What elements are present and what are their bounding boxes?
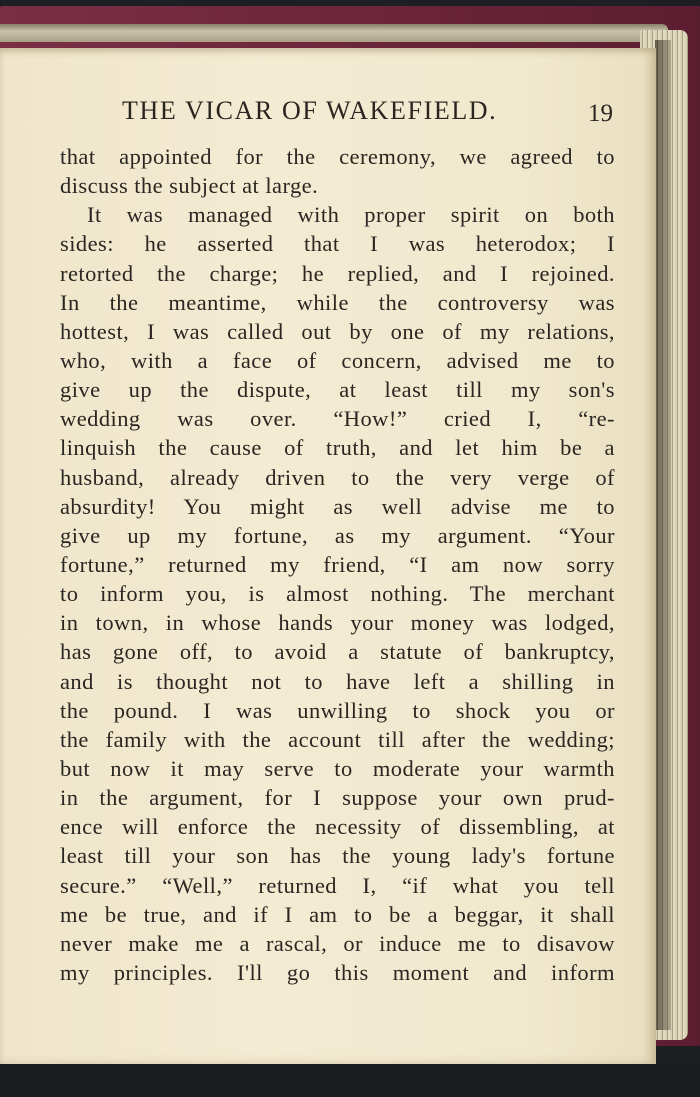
text-line: my principles. I'll go this moment and inform: [60, 959, 615, 985]
text-line: retorted the charge; he replied, and I rejoined.: [60, 260, 615, 286]
text-line: wedding was over. “How!” cried I, “re-: [60, 406, 615, 432]
text-line: in town, in whose hands your money was lodged,: [60, 610, 615, 636]
text-line: sides: he asserted that I was heterodox; I: [60, 231, 615, 257]
bottom-background: [0, 1064, 700, 1097]
text-line: and is thought not to have left a shilling in: [60, 668, 615, 694]
text-line: but now it may serve to moderate your warmth: [60, 755, 615, 781]
text-line: least till your son has the young lady's fortune: [60, 843, 615, 869]
text-line: in the argument, for I suppose your own prud-: [60, 785, 615, 811]
text-line: In the meantime, while the controversy was: [60, 289, 615, 315]
running-head: [122, 96, 622, 130]
text-line: me be true, and if I am to be a beggar, it shall: [60, 901, 615, 927]
text-line: linquish the cause of truth, and let him be a: [60, 435, 615, 461]
book-page: [0, 48, 656, 1064]
text-line: give up my fortune, as my argument. “Your: [60, 522, 615, 548]
running-title: THE VICAR OF WAKEFIELD.: [122, 96, 498, 125]
text-line: ence will enforce the necessity of dissembling, at: [60, 814, 615, 840]
text-line: to inform you, is almost nothing. The merchant: [60, 581, 615, 607]
text-line: give up the dispute, at least till my son's: [60, 377, 615, 403]
text-line: hottest, I was called out by one of my relations,: [60, 318, 615, 344]
page-block-top-edge: [0, 24, 668, 42]
body-text: [60, 142, 615, 987]
text-line: who, with a face of concern, advised me to: [60, 347, 615, 373]
text-line: the pound. I was unwilling to shock you or: [60, 697, 615, 723]
text-line: fortune,” returned my friend, “I am now sorry: [60, 551, 615, 577]
text-line: husband, already driven to the very verge of: [60, 464, 615, 490]
text-line: absurdity! You might as well advise me to: [60, 493, 615, 519]
text-line: never make me a rascal, or induce me to disavow: [60, 930, 615, 956]
text-line: that appointed for the ceremony, we agreed to: [60, 144, 615, 169]
text-line: It was managed with proper spirit on both: [87, 202, 615, 228]
text-line: secure.” “Well,” returned I, “if what you tell: [60, 872, 615, 898]
text-line: the family with the account till after the wedding;: [60, 726, 615, 752]
text-line: discuss the subject at large.: [60, 173, 319, 199]
text-line: has gone off, to avoid a statute of bankruptcy,: [60, 639, 615, 665]
page-gutter-shadow: [655, 40, 671, 1030]
page-number: 19: [588, 100, 613, 127]
